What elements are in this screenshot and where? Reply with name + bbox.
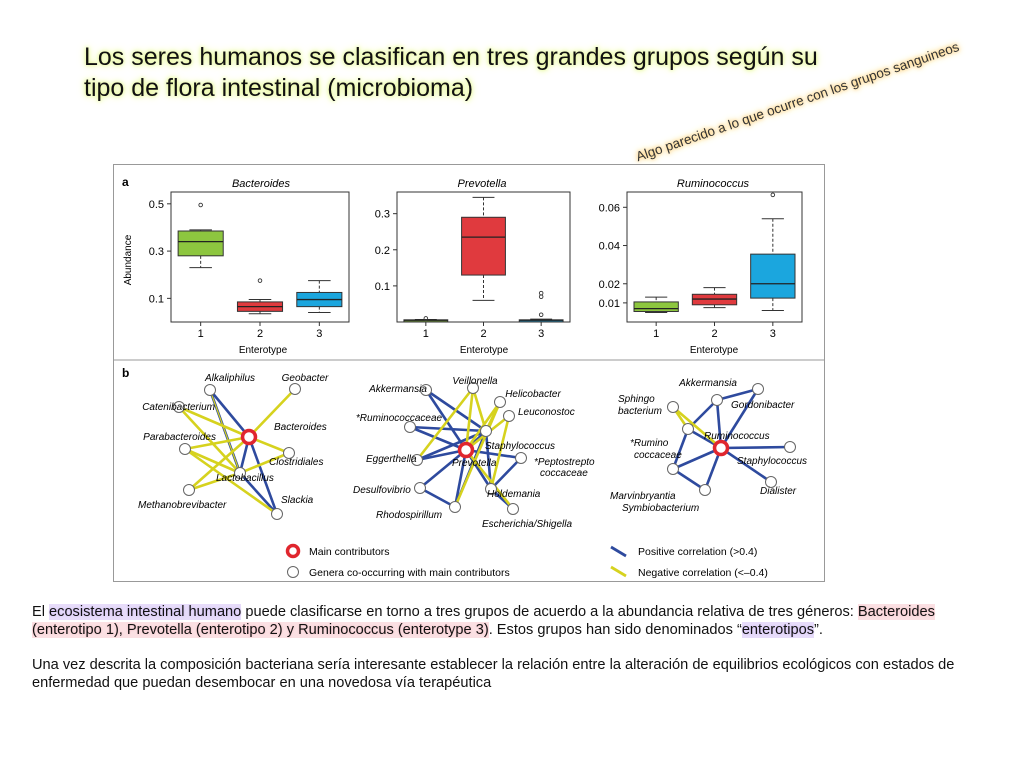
x-tick-label: 2 — [480, 328, 487, 340]
node-label: Leuconostoc — [518, 407, 575, 418]
network-node — [668, 402, 679, 413]
network-node — [272, 509, 283, 520]
node-label: Holdemania — [487, 489, 541, 500]
panel-a-label: a — [122, 175, 129, 189]
node-label: Dialister — [760, 486, 797, 497]
p1-pre: El — [32, 604, 50, 620]
enterotype-figure — [113, 164, 825, 582]
highlight-enterotypes-list: Bacteroides (enterotipo 1), Prevotella (enterotipo 2) y Ruminococcus (enterotype 3) — [32, 604, 935, 638]
node-label: Clostridiales — [269, 457, 324, 468]
legend-positive-label: Positive correlation (>0.4) — [638, 546, 758, 558]
node-label: Akkermansia — [369, 384, 427, 395]
y-tick-label: 0.04 — [598, 240, 620, 253]
title-line-2: tipo de flora intestinal (microbioma) — [84, 74, 474, 102]
network-node — [415, 483, 426, 494]
node-label: bacterium — [618, 406, 662, 417]
paragraph-2: Una vez descrita la composición bacteriana sería interesante establecer la relación entre la alteración de equilibrios ecológicos con estados de enfermedad que puedan desembocar en una novedosa vía terapéutica — [32, 657, 955, 691]
network-node — [516, 453, 527, 464]
p1-mid: puede clasificarse en torno a tres grupos de acuerdo a la abundancia relativa de tres géneros: — [241, 604, 858, 620]
figure-svg — [113, 164, 825, 582]
node-label: Escherichia/Shigella — [482, 519, 573, 530]
node-label: Lactobacillus — [216, 473, 274, 484]
node-label: Veillonella — [452, 376, 498, 387]
network-node — [700, 485, 711, 496]
network-node — [785, 442, 796, 453]
network-node — [668, 464, 679, 475]
network-node — [481, 426, 492, 437]
network-node — [753, 384, 764, 395]
node-label: Eggerthella — [366, 454, 417, 465]
hub-label: Bacteroides — [274, 422, 327, 433]
x-axis-label: Enterotype — [459, 345, 509, 356]
description-text — [32, 603, 1007, 709]
node-label: Geobacter — [281, 373, 329, 384]
box-enterotype-2 — [462, 217, 506, 275]
x-tick-label: 1 — [422, 328, 429, 340]
side-note: Algo parecido a lo que ocurre con los grupos sanguineos — [634, 39, 962, 165]
positive-edge — [721, 447, 790, 448]
network-node — [450, 502, 461, 513]
node-label: Rhodospirillum — [376, 510, 443, 521]
node-label: coccaceae — [540, 468, 588, 479]
x-tick-label: 3 — [538, 328, 545, 340]
chart-title: Prevotella — [457, 178, 507, 190]
network-node — [184, 485, 195, 496]
y-tick-label: 0.3 — [148, 246, 164, 259]
y-tick-label: 0.3 — [374, 208, 390, 221]
y-tick-label: 0.02 — [598, 278, 620, 291]
node-label: coccaceae — [634, 450, 682, 461]
p1-end: ”. — [814, 622, 823, 638]
node-label: Helicobacter — [505, 389, 561, 400]
legend-main-marker — [288, 546, 299, 557]
x-tick-label: 2 — [711, 328, 718, 340]
x-axis-label: Enterotype — [238, 345, 288, 356]
node-label: Symbiobacterium — [622, 503, 700, 514]
y-tick-label: 0.2 — [374, 244, 390, 257]
hub-node — [243, 431, 256, 444]
node-label: Parabacteroides — [143, 432, 216, 443]
y-tick-label: 0.1 — [148, 293, 164, 306]
network-node — [508, 504, 519, 515]
node-label: Sphingo — [618, 394, 655, 405]
y-tick-label: 0.06 — [598, 202, 620, 215]
hub-node — [715, 442, 728, 455]
network-node — [205, 385, 216, 396]
highlight-enterotipos: enterotipos — [741, 622, 815, 638]
box-enterotype-1 — [634, 302, 678, 312]
network-node — [504, 411, 515, 422]
legend-cooccur-marker — [288, 567, 299, 578]
node-label: Staphylococcus — [737, 456, 808, 467]
hub-label: Ruminococcus — [704, 431, 770, 442]
node-label: Catenibacterium — [142, 402, 215, 413]
legend-cooccur-label: Genera co-occurring with main contributors — [309, 567, 510, 579]
box-enterotype-3 — [751, 254, 795, 298]
network-node — [290, 384, 301, 395]
node-label: Marvinbryantia — [610, 491, 676, 502]
x-axis-label: Enterotype — [689, 345, 739, 356]
slide-title — [84, 42, 904, 104]
network-node — [683, 424, 694, 435]
node-label: Methanobrevibacter — [138, 500, 227, 511]
y-axis-label: Abundance — [123, 234, 134, 286]
x-tick-label: 1 — [653, 328, 660, 340]
title-line-1: Los seres humanos se clasifican en tres grandes grupos según su — [84, 43, 818, 71]
y-tick-label: 0.1 — [374, 280, 390, 293]
chart-title: Bacteroides — [231, 178, 291, 190]
network-node — [712, 395, 723, 406]
legend-main-label: Main contributors — [309, 546, 390, 558]
node-label: Slackia — [281, 495, 314, 506]
highlight-ecosystem: ecosistema intestinal humano — [49, 604, 242, 620]
node-label: Desulfovibrio — [353, 485, 411, 496]
node-label: Akkermansia — [679, 378, 737, 389]
node-label: *Peptostrepto — [534, 457, 595, 468]
node-label: *Ruminococcaceae — [355, 413, 443, 424]
hub-label: Prevotella — [452, 458, 497, 469]
p1-mid2: . Estos grupos han sido denominados “ — [488, 622, 742, 638]
panel-b-label: b — [122, 366, 130, 380]
node-label: Staphylococcus — [485, 441, 556, 452]
y-tick-label: 0.5 — [148, 198, 164, 211]
network-node — [495, 397, 506, 408]
node-label: *Rumino — [630, 438, 669, 449]
node-label: Gordonibacter — [731, 400, 795, 411]
x-tick-label: 3 — [769, 328, 776, 340]
legend-negative-label: Negative correlation (<–0.4) — [638, 567, 768, 579]
node-label: Alkaliphilus — [204, 373, 256, 384]
paragraph-1 — [32, 603, 1007, 639]
chart-title: Ruminococcus — [676, 178, 750, 190]
x-tick-label: 3 — [316, 328, 323, 340]
box-enterotype-1 — [178, 231, 223, 256]
network-node — [180, 444, 191, 455]
hub-node — [460, 444, 473, 457]
y-tick-label: 0.01 — [598, 297, 620, 310]
x-tick-label: 2 — [256, 328, 264, 340]
x-tick-label: 1 — [197, 328, 204, 340]
